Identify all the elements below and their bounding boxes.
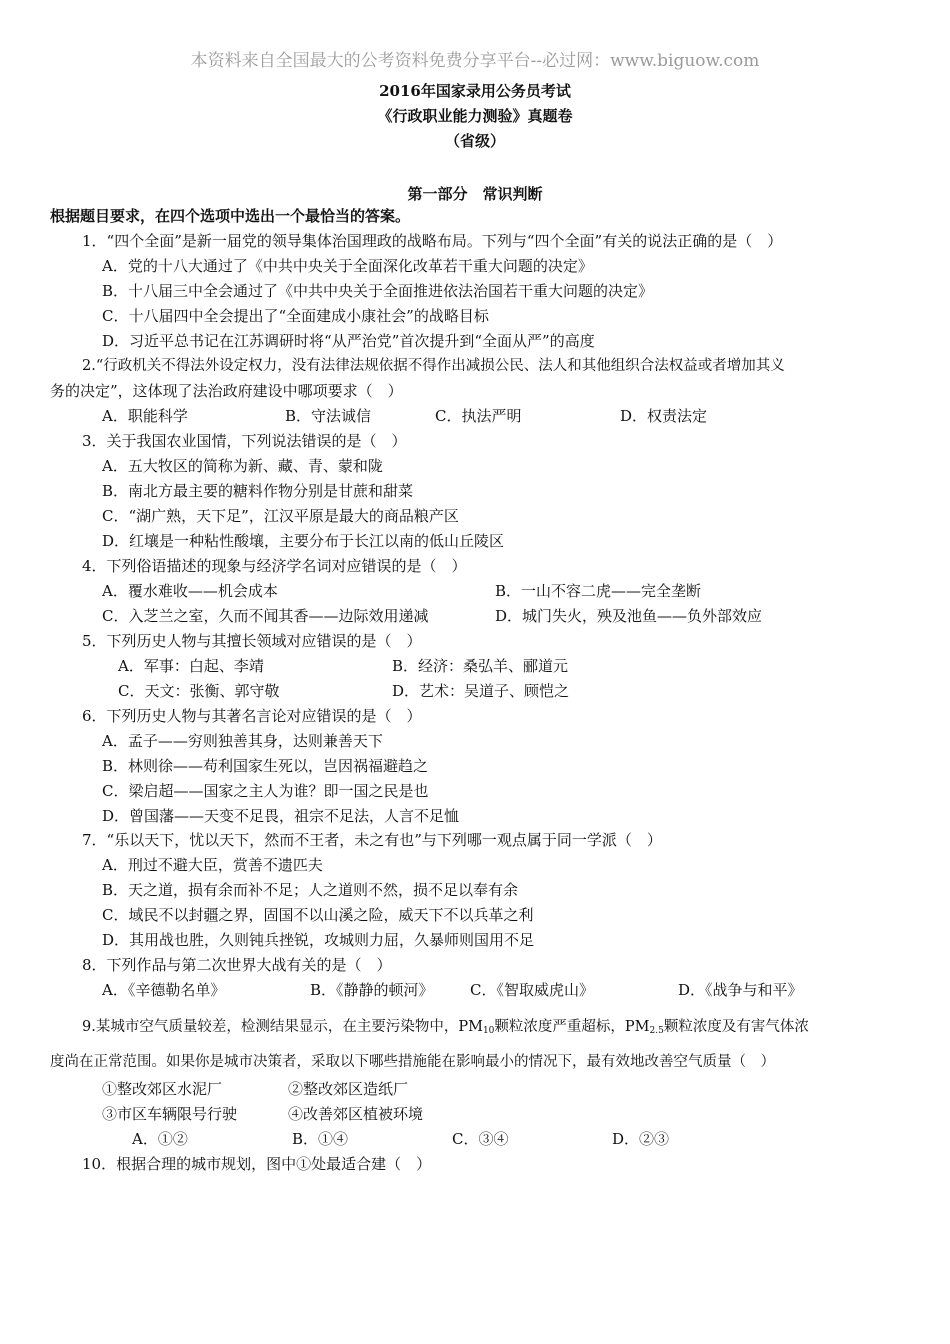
question-9-stem-part2: 颗粒浓度严重超标，PM (494, 1019, 650, 1035)
question-9-measure-3: ③市区车辆限号行驶 (102, 1105, 238, 1123)
question-2-option-d: D．权责法定 (620, 407, 708, 425)
question-4-option-c: C．入芝兰之室，久而不闻其香——边际效用递减 (102, 607, 429, 625)
question-3-option-a: A．五大牧区的简称为新、藏、青、蒙和陇 (102, 457, 383, 475)
question-6-stem: 6．下列历史人物与其著名言论对应错误的是（ ） (82, 707, 422, 725)
question-5-option-b: B．经济：桑弘羊、郦道元 (392, 657, 569, 675)
question-4-stem: 4．下列俗语描述的现象与经济学名词对应错误的是（ ） (82, 557, 467, 575)
question-8-option-b: B．《静静的顿河》 (310, 981, 434, 999)
question-7-option-a: A．刑过不避大臣，赏善不遗匹夫 (102, 856, 323, 874)
question-9-measure-4: ④改善郊区植被环境 (288, 1105, 424, 1123)
question-9-stem-line2: 度尚在正常范围。如果你是城市决策者，采取以下哪些措施能在影响最小的情况下，最有效地改善空气质量（ ） (50, 1054, 775, 1070)
question-7-option-c: C．域民不以封疆之界，固国不以山溪之险，威天下不以兵革之利 (102, 906, 534, 924)
exam-subtitle: 《行政职业能力测验》真题卷 (377, 107, 573, 125)
question-5-option-c: C．天文：张衡、郭守敬 (118, 682, 280, 700)
question-9-measure-1: ①整改郊区水泥厂 (102, 1080, 223, 1098)
pm25-subscript: 2.5 (649, 1026, 664, 1036)
question-1-option-c: C．十八届四中全会提出了“全面建成小康社会”的战略目标 (102, 307, 489, 325)
question-4-option-d: D．城门失火，殃及池鱼——负外部效应 (495, 607, 763, 625)
question-6-option-a: A．孟子——穷则独善其身，达则兼善天下 (102, 732, 383, 750)
question-1-option-b: B．十八届三中全会通过了《中共中央关于全面推进依法治国若干重大问题的决定》 (102, 282, 654, 300)
question-8-stem: 8．下列作品与第二次世界大战有关的是（ ） (82, 956, 392, 974)
question-1-stem: 1．“四个全面”是新一届党的领导集体治国理政的战略布局。下列与“四个全面”有关的说法正确的是（ ） (82, 232, 783, 250)
question-3-stem: 3．关于我国农业国情，下列说法错误的是（ ） (82, 432, 407, 450)
question-9-option-c: C．③④ (452, 1130, 509, 1148)
question-2-option-b: B．守法诚信 (285, 407, 372, 425)
question-8-option-d: D．《战争与和平》 (678, 981, 803, 999)
watermark: 本资料来自全国最大的公考资料免费分享平台--必过网：www.biguow.com (190, 51, 760, 71)
question-6-option-b: B．林则徐——苟利国家生死以，岂因祸福避趋之 (102, 757, 429, 775)
question-5-stem: 5．下列历史人物与其擅长领域对应错误的是（ ） (82, 632, 422, 650)
question-3-option-b: B．南北方最主要的糖料作物分别是甘蔗和甜菜 (102, 482, 414, 500)
question-4-option-a: A．覆水难收——机会成本 (102, 582, 278, 600)
question-9-option-b: B．①④ (292, 1130, 349, 1148)
section-title: 第一部分 常识判断 (407, 185, 543, 203)
pm10-subscript: 10 (482, 1026, 495, 1036)
question-10-stem: 10．根据合理的城市规划，图中①处最适合建（ ） (82, 1155, 432, 1173)
question-6-option-c: C．梁启超——国家之主人为谁？即一国之民是也 (102, 782, 429, 800)
question-1-option-a: A．党的十八大通过了《中共中央关于全面深化改革若干重大问题的决定》 (102, 257, 593, 275)
question-8-option-c: C．《智取威虎山》 (470, 981, 594, 999)
question-6-option-d: D．曾国藩——天变不足畏，祖宗不足法，人言不足恤 (102, 807, 460, 825)
question-7-option-b: B．天之道，损有余而补不足；人之道则不然，损不足以奉有余 (102, 881, 519, 899)
question-9-option-a: A．①② (132, 1130, 188, 1148)
question-2-option-c: C．执法严明 (435, 407, 522, 425)
question-7-stem: 7．“乐以天下，忧以天下，然而不王者，未之有也”与下列哪一观点属于同一学派（ ） (82, 831, 662, 849)
question-9-measure-2: ②整改郊区造纸厂 (288, 1080, 409, 1098)
question-7-option-d: D．其用战也胜，久则钝兵挫锐，攻城则力屈，久暴师则国用不足 (102, 931, 535, 949)
question-5-option-d: D．艺术：吴道子、顾恺之 (392, 682, 570, 700)
question-9-option-d: D．②③ (612, 1130, 670, 1148)
question-2-option-a: A．职能科学 (102, 407, 188, 425)
section-instruction: 根据题目要求，在四个选项中选出一个最恰当的答案。 (50, 207, 411, 225)
question-9-stem-part1: 9.某城市空气质量较差，检测结果显示，在主要污染物中，PM (82, 1019, 483, 1035)
question-5-option-a: A．军事：白起、李靖 (118, 657, 264, 675)
question-2-stem-line2: 务的决定”，这体现了法治政府建设中哪项要求（ ） (50, 382, 403, 400)
question-9-stem-line1 (82, 1018, 809, 1040)
question-9-stem-part3: 颗粒浓度及有害气体浓 (663, 1019, 809, 1035)
exam-title: 2016年国家录用公务员考试 (379, 82, 571, 100)
question-8-option-a: A．《辛德勒名单》 (102, 981, 226, 999)
question-2-stem-line1: 2.“行政机关不得法外设定权力，没有法律法规依据不得作出减损公民、法人和其他组织合法权益或者增加其义 (82, 358, 785, 374)
exam-level: （省级） (444, 132, 505, 150)
question-3-option-c: C．“湖广熟，天下足”，江汉平原是最大的商品粮产区 (102, 507, 459, 525)
question-4-option-b: B．一山不容二虎——完全垄断 (495, 582, 702, 600)
question-1-option-d: D．习近平总书记在江苏调研时将“从严治党”首次提升到“全面从严”的高度 (102, 332, 595, 350)
question-3-option-d: D．红壤是一种粘性酸壤，主要分布于长江以南的低山丘陵区 (102, 532, 505, 550)
